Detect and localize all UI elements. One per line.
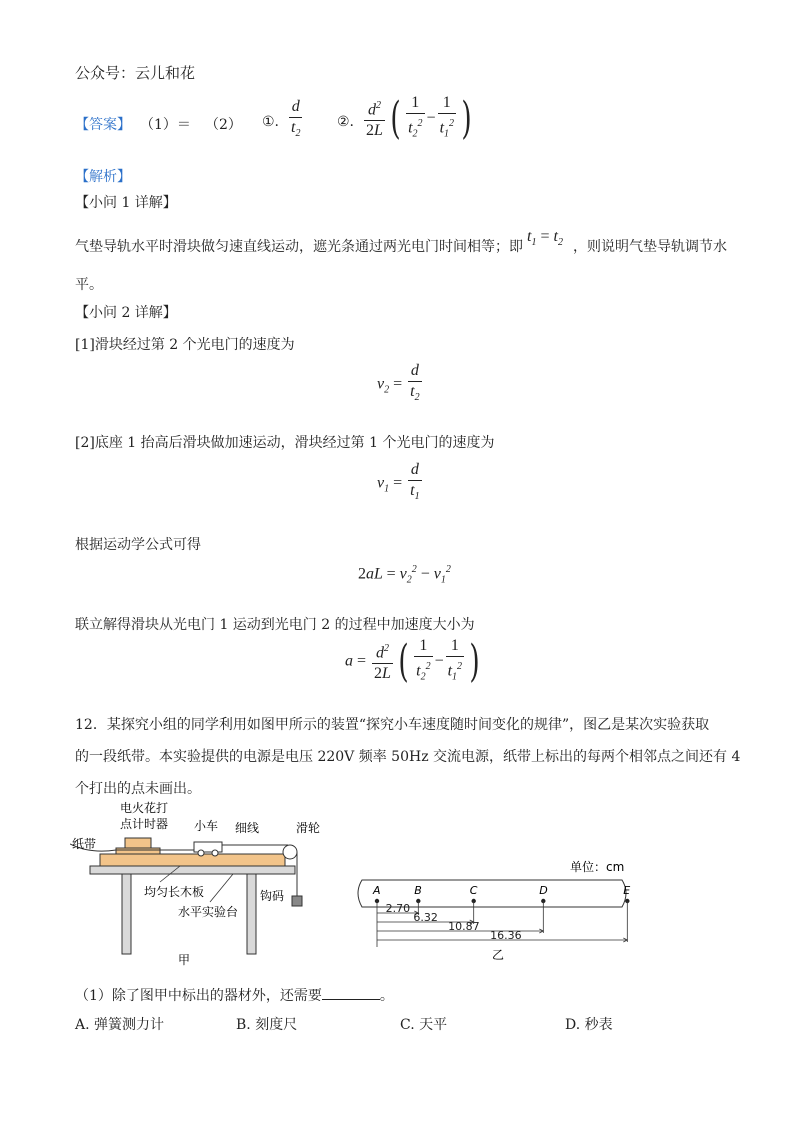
watermark-header: 公众号：云儿和花	[75, 64, 196, 82]
label-table: 水平实验台	[178, 905, 239, 919]
q1-text-c: 平。	[75, 277, 103, 293]
tape-point-label-d: D	[539, 884, 548, 897]
tape-point-label-b: B	[414, 884, 422, 897]
cart-body	[194, 842, 222, 852]
answer-blank[interactable]	[322, 985, 380, 1000]
label-timer-1: 电火花打	[120, 801, 169, 815]
answer-formula-2: $\frac{d^2}{2L}$ ( $\frac{1}{t_2^2}$ − $\frac{1}{t_1^2}$ )	[366, 92, 472, 144]
answer-choice2-label: ②.	[337, 114, 355, 130]
option-b-text: 刻度尺	[255, 1017, 298, 1033]
analysis-label: 【解析】	[75, 169, 131, 185]
caption-jia: 甲	[178, 953, 191, 967]
wooden-board	[100, 854, 285, 866]
option-b[interactable]	[236, 1014, 297, 1034]
q12-line2: 的一段纸带。本实验提供的电源是电压 220V 频率 50Hz 交流电源，纸带上标出的每两个相邻点之间还有 4	[75, 749, 741, 765]
figure-yi-tape	[350, 855, 640, 970]
table-leg-right	[247, 874, 256, 954]
option-a-key: A.	[75, 1017, 90, 1033]
dim-label-1: 6.32	[413, 911, 438, 924]
label-timer-2: 点计时器	[120, 817, 169, 831]
figure-jia-apparatus	[70, 800, 370, 970]
table-top	[90, 866, 295, 874]
answer-formula-1: $\frac{d}{t_2}$	[287, 97, 304, 144]
answer-choice1-label: ①.	[262, 114, 280, 130]
formula-acceleration: a = $\frac{d^2}{2L}$ ( $\frac{1}{t_2^2}$ − $\frac{1}{t_1^2}$ )	[345, 635, 480, 687]
formula-v2: $v_2$ = $\frac{d}{t_2}$	[377, 361, 424, 408]
option-c[interactable]	[400, 1014, 447, 1034]
q2-line2: [2]底座 1 抬高后滑块做加速运动，滑块经过第 1 个光电门的速度为	[75, 435, 495, 451]
q2-line1: [1]滑块经过第 2 个光电门的速度为	[75, 337, 295, 353]
label-pulley: 滑轮	[296, 821, 321, 835]
q12-line3: 个打出的点未画出。	[75, 781, 201, 797]
option-b-key: B.	[236, 1017, 251, 1033]
answer-part2: （2）	[205, 117, 242, 133]
dim-label-3: 16.36	[490, 929, 522, 942]
unit-label: 单位：cm	[570, 860, 625, 874]
q1-title: 【小问 1 详解】	[75, 195, 177, 211]
caption-yi: 乙	[492, 948, 505, 962]
formula-kinematics: $2aL = v_2^2 - v_1^2$	[358, 564, 451, 586]
label-string: 细线	[235, 821, 260, 835]
tape-point-label-c: C	[469, 884, 478, 897]
option-a[interactable]	[75, 1014, 164, 1034]
table-leg-left	[122, 874, 131, 954]
answer-label: 【答案】	[75, 117, 131, 133]
option-d[interactable]	[565, 1014, 613, 1034]
q2-line3: 根据运动学公式可得	[75, 537, 201, 553]
cart-wheel-right	[212, 850, 218, 856]
tape-dimensions	[377, 901, 627, 947]
q12-sub1-text: （1）除了图甲中标出的器材外，还需要	[75, 988, 322, 1004]
q1-text-b: ，则说明气垫导轨调节水	[573, 239, 727, 255]
q12-sub1	[75, 985, 394, 1005]
label-board: 均匀长木板	[144, 885, 205, 899]
q1-equation: $t_1 = t_2$	[527, 228, 563, 249]
label-weight: 钩码	[260, 889, 285, 903]
option-d-key: D.	[565, 1017, 581, 1033]
label-cart: 小车	[194, 819, 219, 833]
label-tape: 纸带	[72, 837, 97, 851]
q12-sub1-end: 。	[379, 988, 394, 1004]
tape-point-label-e: E	[623, 884, 631, 897]
option-c-key: C.	[400, 1017, 415, 1033]
cart-wheel-left	[198, 850, 204, 856]
weight-icon	[292, 896, 302, 906]
dim-label-0: 2.70	[385, 902, 411, 915]
tape-point-label-a: A	[373, 884, 381, 897]
option-a-text: 弹簧测力计	[94, 1017, 165, 1033]
q1-text-a: 气垫导轨水平时滑块做匀速直线运动，遮光条通过两光电门时间相等；即	[75, 239, 523, 255]
option-c-text: 天平	[419, 1017, 448, 1033]
formula-v1: $v_1$ = $\frac{d}{t_1}$	[377, 460, 424, 507]
answer-part1: （1）＝	[140, 117, 191, 133]
dim-label-2: 10.87	[448, 920, 480, 933]
q12-line1: 12．某探究小组的同学利用如图甲所示的装置“探究小车速度随时间变化的规律”，图乙是某次实验获取	[75, 717, 710, 733]
pulley-icon	[283, 845, 297, 859]
table-leader	[210, 874, 233, 902]
q2-line4: 联立解得滑块从光电门 1 运动到光电门 2 的过程中加速度大小为	[75, 617, 475, 633]
timer-base	[116, 848, 160, 854]
option-d-text: 秒表	[584, 1017, 613, 1033]
q2-title: 【小问 2 详解】	[75, 305, 177, 321]
